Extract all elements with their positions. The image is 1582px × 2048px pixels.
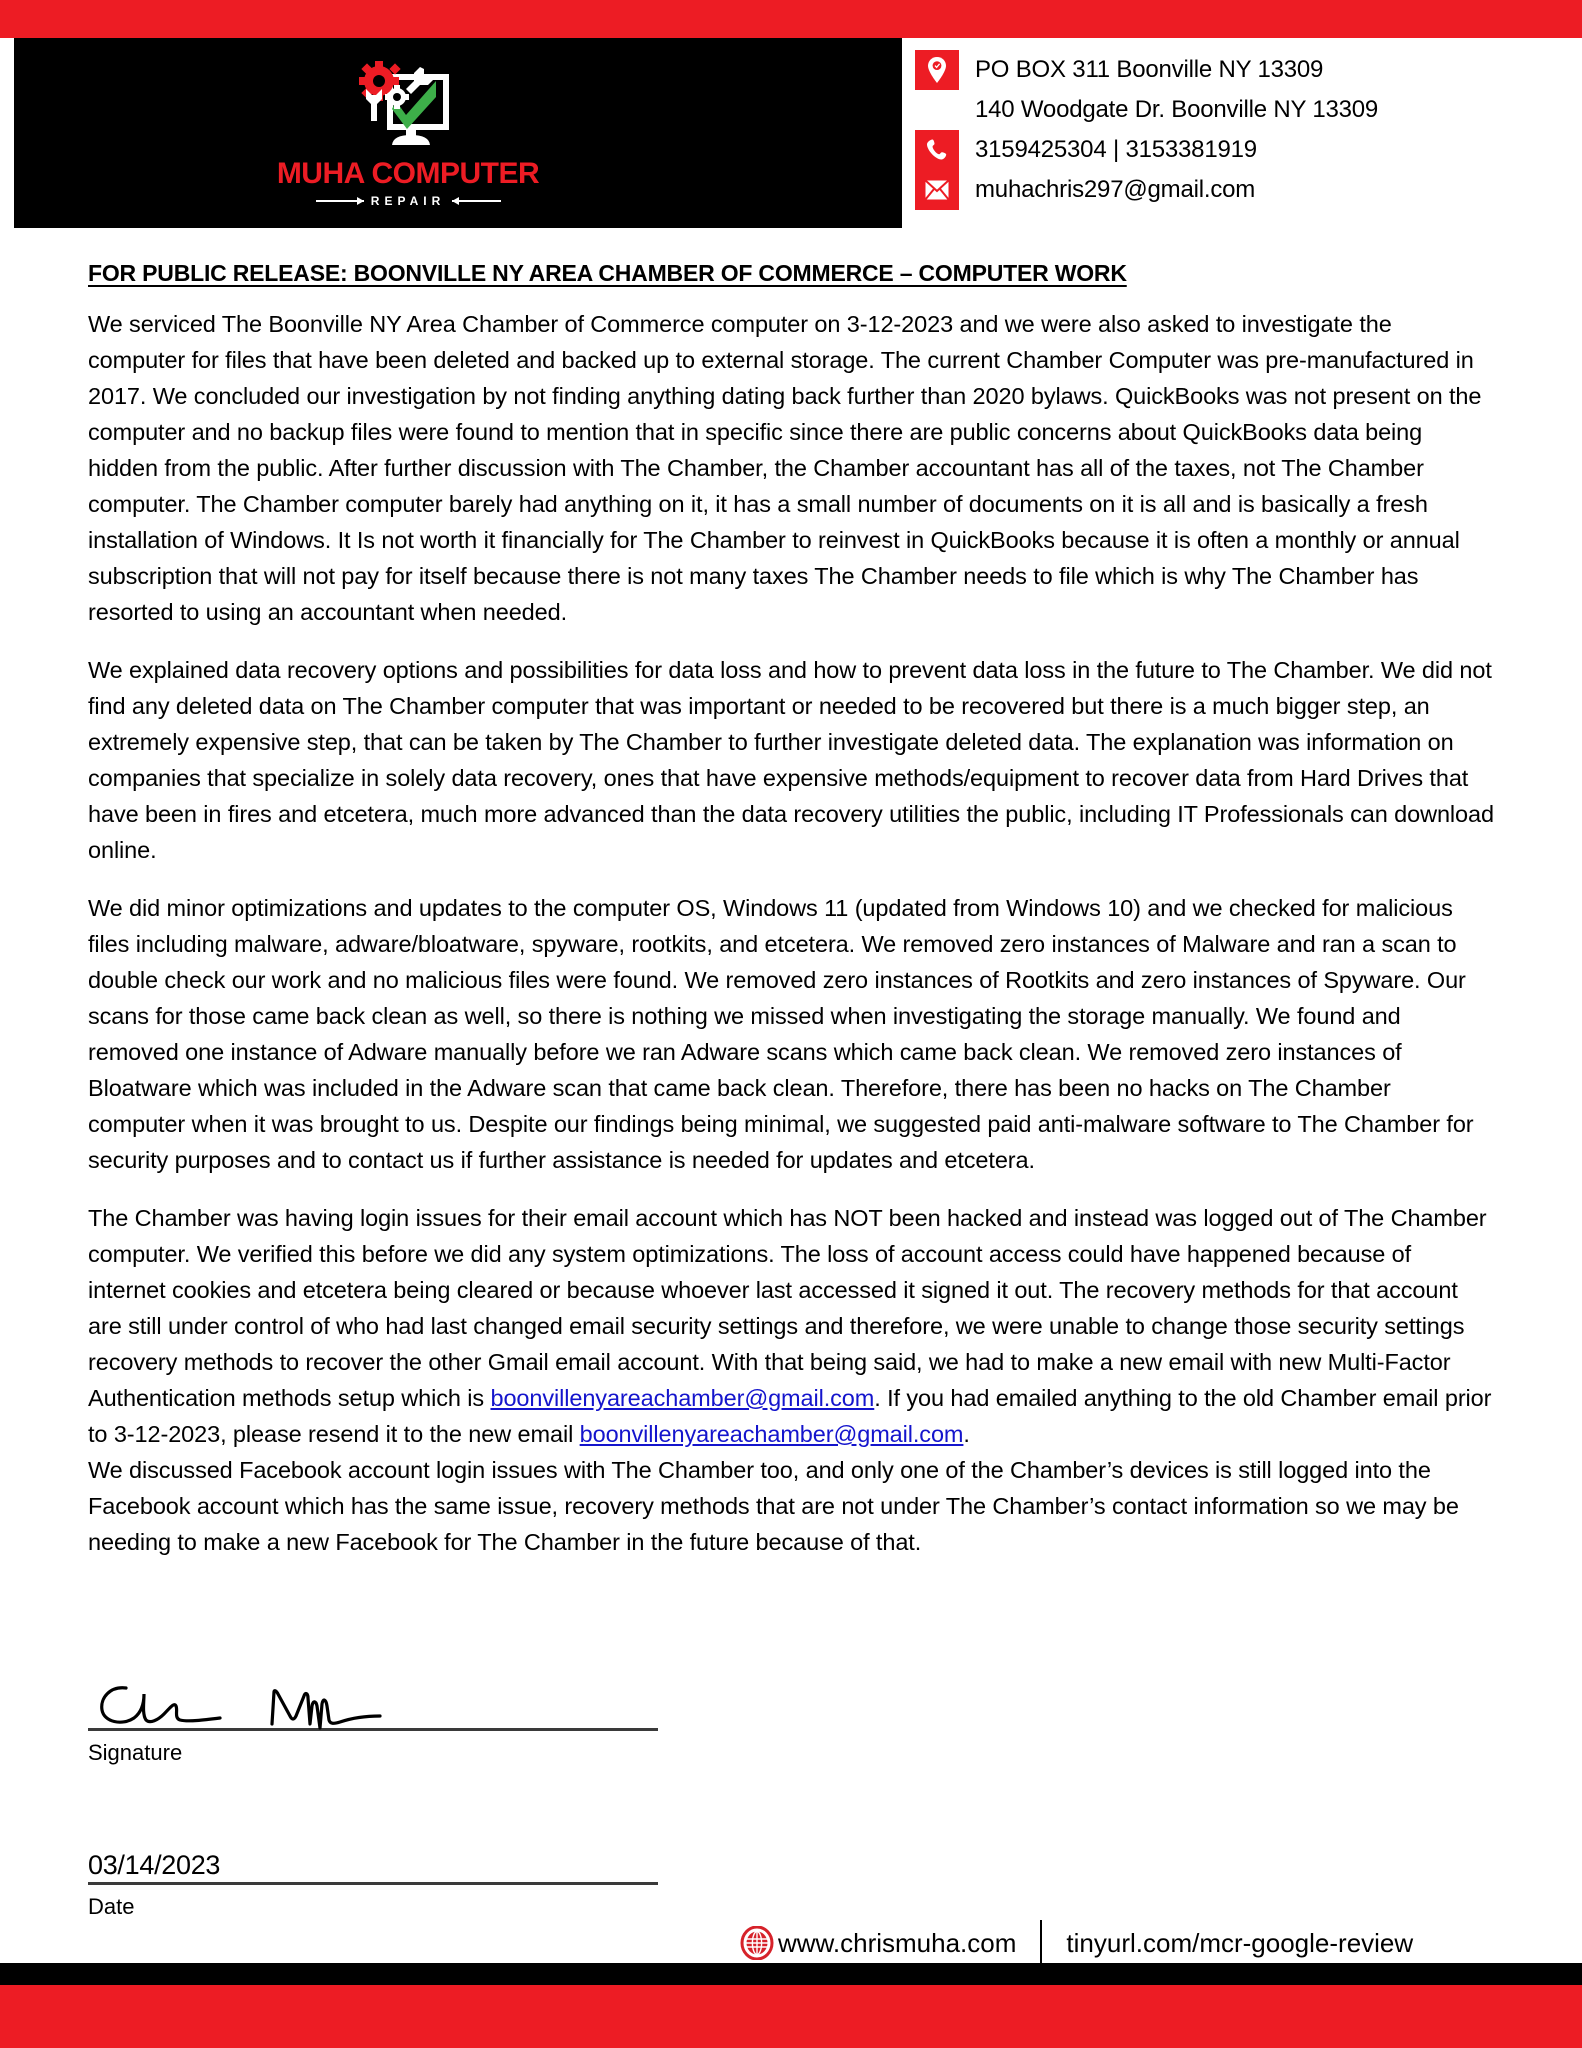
phone-icon — [915, 130, 959, 170]
letterhead-header — [0, 38, 1582, 228]
bottom-red-band — [0, 1985, 1582, 2048]
computer-repair-logo-icon — [344, 59, 472, 155]
phone-text: 3159425304 | 3153381919 — [975, 136, 1257, 163]
signature-area — [88, 1728, 788, 1767]
contact-phone-line — [915, 130, 1575, 170]
footer-links — [740, 1920, 1413, 1966]
paragraph-4-mid: . If you had emailed anything to the old Chamber email prior to 3-12-2023, please resend it to the new email — [88, 1385, 1492, 1447]
contact-address-line1 — [915, 50, 1575, 90]
footer-divider — [1040, 1920, 1042, 1966]
bottom-black-band — [0, 1963, 1582, 1985]
tagline-rule-left — [316, 200, 364, 202]
new-chamber-email-link-1[interactable]: boonvillenyareachamber@gmail.com — [490, 1385, 875, 1411]
paragraph-4-lead: The Chamber was having login issues for their email account which has NOT been hacked and instead was logged out of The Chamber computer. We verified this before we did any system optimizations. The loss of account access could have happened because of internet cookies and etcetera being cleared or because whoever last accessed it signed it out. The recovery methods for that account are still under control of who had last changed email security settings and therefore, we were unable to change those security settings recovery methods to recover the other Gmail email account. With that being said, we had to make a new email with new Multi-Factor Authentication methods setup which is — [88, 1205, 1487, 1411]
paragraph-4-tail: . — [963, 1421, 970, 1447]
date-label: Date — [88, 1894, 135, 1919]
address-line1-text: PO BOX 311 Boonville NY 13309 — [975, 56, 1324, 83]
brand-tagline-row — [316, 194, 501, 208]
globe-icon — [740, 1926, 774, 1960]
website-url[interactable]: www.chrismuha.com — [778, 1928, 1017, 1958]
new-chamber-email-link-2[interactable]: boonvillenyareachamber@gmail.com — [579, 1421, 964, 1447]
spacer-icon — [915, 90, 959, 130]
contact-address-line2 — [915, 90, 1575, 130]
brand-logo — [277, 59, 539, 208]
contact-email-line — [915, 170, 1575, 210]
envelope-icon — [915, 170, 959, 210]
signature-mark — [88, 1676, 568, 1736]
location-pin-icon — [915, 50, 959, 90]
document-title: FOR PUBLIC RELEASE: BOONVILLE NY AREA CHAMBER OF COMMERCE – COMPUTER WORK — [88, 260, 1127, 286]
paragraph-1: We serviced The Boonville NY Area Chamber of Commerce computer on 3-12-2023 and we were also asked to investigate the computer for files that have been deleted and backed up to external storage. The current Chamber Computer was pre-manufactured in 2017. We concluded our investigation by not finding anything dating back further than 2020 bylaws. QuickBooks was not present on the computer and no backup files were found to mention that in specific since there are public concerns about QuickBooks data being hidden from the public. After further discussion with The Chamber, the Chamber accountant has all of the taxes, not The Chamber computer. The Chamber computer barely had anything on it, it has a small number of documents on it is all and is basically a fresh installation of Windows. It Is not worth it financially for The Chamber to reinvest in QuickBooks because it is often a monthly or annual subscription that will not pay for itself because there is not many taxes The Chamber needs to file which is why The Chamber has resorted to using an accountant when needed. — [88, 311, 1482, 625]
date-area — [88, 1848, 788, 1921]
paragraph-3: We did minor optimizations and updates to the computer OS, Windows 11 (updated from Windows 10) and we checked for malicious files including malware, adware/bloatware, spyware, rootkits, and etcetera. We removed zero instances of Malware and ran a scan to double check our work and no malicious files were found. We removed zero instances of Rootkits and zero instances of Spyware. Our scans for those came back clean as well, so there is nothing we missed when investigating the storage manually. We found and removed one instance of Adware manually before we ran Adware scans which came back clean. We removed zero instances of Bloatware which was included in the Adware scan that came back clean. Therefore, there has been no hacks on The Chamber computer when it was brought to us. Despite our findings being minimal, we suggested paid anti-malware software to The Chamber for security purposes and to contact us if further assistance is needed for updates and etcetera. — [88, 895, 1474, 1173]
document-text-column — [88, 306, 1494, 1582]
tagline-rule-right — [452, 200, 500, 202]
paragraph-2: We explained data recovery options and possibilities for data loss and how to prevent data loss in the future to The Chamber. We did not find any deleted data on The Chamber computer that was important or needed to be recovered but there is a much bigger step, an extremely expensive step, that can be taken by The Chamber to further investigate deleted data. The explanation was information on companies that specialize in solely data recovery, ones that have expensive methods/equipment to recover data from Hard Drives that have been in fires and etcetera, much more advanced than the data recovery utilities the public, including IT Professionals can download online. — [88, 657, 1494, 863]
date-rule — [88, 1882, 658, 1885]
paragraph-4 — [88, 1200, 1494, 1452]
brand-tagline: REPAIR — [370, 193, 446, 208]
google-review-url[interactable]: tinyurl.com/mcr-google-review — [1066, 1928, 1414, 1958]
paragraph-5: We discussed Facebook account login issues with The Chamber too, and only one of the Chamber’s devices is still logged into the Facebook account which has the same issue, recovery methods that are not under The Chamber’s contact information so we may be needing to make a new Facebook for The Chamber in the future because of that. — [88, 1457, 1459, 1555]
date-value: 03/14/2023 — [88, 1850, 221, 1880]
signature-label: Signature — [88, 1740, 183, 1765]
brand-wordmark: MUHA COMPUTER — [276, 156, 540, 190]
header-red-notch — [902, 0, 1582, 38]
contact-block — [915, 50, 1575, 210]
email-text: muhachris297@gmail.com — [975, 176, 1256, 203]
logo-panel — [14, 38, 902, 228]
address-line2-text: 140 Woodgate Dr. Boonville NY 13309 — [975, 96, 1379, 123]
